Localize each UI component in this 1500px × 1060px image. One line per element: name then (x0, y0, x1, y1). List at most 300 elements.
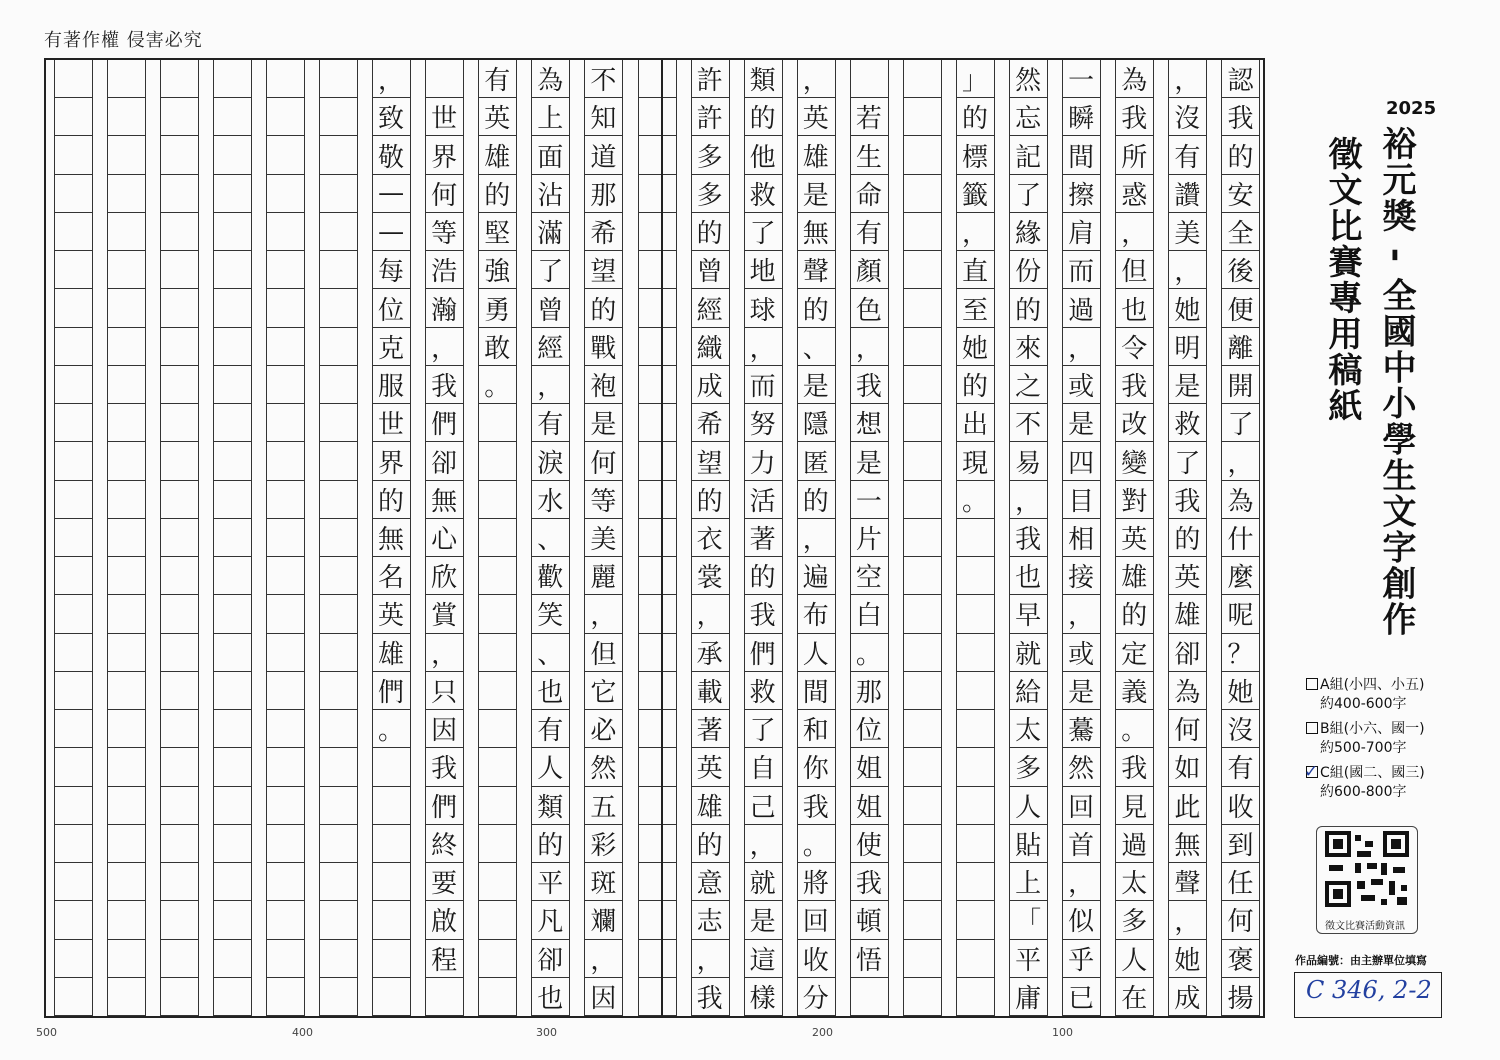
manuscript-cell: 心 (425, 519, 463, 557)
manuscript-cell (266, 634, 304, 672)
grid-line (676, 60, 677, 1016)
manuscript-cell: 忘 (1009, 98, 1047, 136)
manuscript-column (213, 60, 251, 1016)
manuscript-cell: 了 (744, 710, 782, 748)
manuscript-cell: 望 (691, 442, 729, 480)
manuscript-cell: 空 (850, 557, 888, 595)
manuscript-cell (213, 940, 251, 978)
manuscript-cell (372, 940, 410, 978)
manuscript-cell: 安 (1221, 175, 1259, 213)
manuscript-cell (54, 404, 92, 442)
manuscript-cell: 的 (1009, 289, 1047, 327)
ruler-mark: 400 (292, 1026, 313, 1039)
manuscript-cell (54, 863, 92, 901)
manuscript-cell (478, 634, 516, 672)
manuscript-cell: 著 (744, 519, 782, 557)
grid-line (1115, 60, 1116, 1016)
manuscript-cell: 讚 (1168, 175, 1206, 213)
manuscript-cell (319, 442, 357, 480)
manuscript-column (1115, 60, 1153, 1016)
manuscript-cell: 賞 (425, 595, 463, 633)
manuscript-cell: — (372, 175, 410, 213)
manuscript-column (903, 60, 941, 1016)
manuscript-cell: 位 (372, 289, 410, 327)
manuscript-cell: 她 (1168, 940, 1206, 978)
grid-line (1259, 60, 1260, 1016)
manuscript-cell: 雄 (478, 136, 516, 174)
manuscript-cell (160, 60, 198, 98)
manuscript-cell: 水 (531, 481, 569, 519)
manuscript-column (956, 60, 994, 1016)
manuscript-cell (956, 557, 994, 595)
manuscript-cell (638, 748, 676, 786)
manuscript-cell: ， (691, 940, 729, 978)
manuscript-cell (638, 557, 676, 595)
manuscript-cell: 英 (691, 748, 729, 786)
manuscript-cell (638, 289, 676, 327)
manuscript-cell (319, 519, 357, 557)
manuscript-cell (638, 595, 676, 633)
manuscript-cell (956, 672, 994, 710)
contest-title: 裕元獎 - 全國中小學生文字創作 (1376, 126, 1416, 638)
manuscript-cell (54, 595, 92, 633)
manuscript-cell (638, 634, 676, 672)
manuscript-cell: 平 (1009, 940, 1047, 978)
manuscript-cell: 望 (584, 251, 622, 289)
manuscript-cell: 任 (1221, 863, 1259, 901)
manuscript-cell: 我 (1115, 98, 1153, 136)
manuscript-cell: 你 (797, 748, 835, 786)
manuscript-cell: 份 (1009, 251, 1047, 289)
manuscript-cell (107, 901, 145, 939)
manuscript-cell: 」 (956, 60, 994, 98)
manuscript-cell (956, 825, 994, 863)
manuscript-cell (956, 519, 994, 557)
manuscript-cell: 堅 (478, 213, 516, 251)
manuscript-cell: 全 (1221, 213, 1259, 251)
manuscript-cell (478, 787, 516, 825)
manuscript-cell: 經 (691, 289, 729, 327)
manuscript-cell: 是 (1062, 672, 1100, 710)
manuscript-cell: 記 (1009, 136, 1047, 174)
manuscript-cell: 貼 (1009, 825, 1047, 863)
manuscript-cell (213, 289, 251, 327)
grid-line (1206, 60, 1207, 1016)
manuscript-cell: 也 (1009, 557, 1047, 595)
manuscript-cell: 片 (850, 519, 888, 557)
manuscript-cell (956, 940, 994, 978)
grid-line (1062, 60, 1063, 1016)
manuscript-cell: 笑 (531, 595, 569, 633)
manuscript-cell: 對 (1115, 481, 1153, 519)
manuscript-cell: ， (1168, 60, 1206, 98)
manuscript-cell (266, 98, 304, 136)
manuscript-cell: 之 (1009, 366, 1047, 404)
manuscript-column (744, 60, 782, 1016)
manuscript-cell: 強 (478, 251, 516, 289)
manuscript-cell (266, 748, 304, 786)
manuscript-cell: ， (425, 328, 463, 366)
manuscript-cell: 為 (1221, 481, 1259, 519)
manuscript-cell: 意 (691, 863, 729, 901)
manuscript-column (584, 60, 622, 1016)
manuscript-cell: 的 (531, 825, 569, 863)
grid-line (516, 60, 517, 1016)
manuscript-cell: 每 (372, 251, 410, 289)
manuscript-cell: 載 (691, 672, 729, 710)
group-a-option[interactable] (1306, 676, 1425, 714)
manuscript-cell: 類 (531, 787, 569, 825)
manuscript-cell (266, 481, 304, 519)
group-c-name: C組(國二、國三) (1320, 765, 1425, 781)
manuscript-cell (319, 901, 357, 939)
manuscript-cell (903, 634, 941, 672)
grid-line (213, 60, 214, 1016)
manuscript-cell (638, 251, 676, 289)
manuscript-cell: 必 (584, 710, 622, 748)
grid-line (1168, 60, 1169, 1016)
manuscript-cell: 是 (797, 366, 835, 404)
manuscript-cell: 雄 (1115, 557, 1153, 595)
manuscript-cell (903, 595, 941, 633)
manuscript-cell: 如 (1168, 748, 1206, 786)
manuscript-cell (638, 60, 676, 98)
manuscript-cell: 我 (1115, 748, 1153, 786)
manuscript-cell: 界 (372, 442, 410, 480)
manuscript-cell: 的 (1221, 136, 1259, 174)
group-a-name: A組(小四、小五) (1320, 677, 1425, 693)
manuscript-cell (319, 136, 357, 174)
manuscript-cell: 呢 (1221, 595, 1259, 633)
manuscript-cell (266, 825, 304, 863)
manuscript-cell (319, 98, 357, 136)
manuscript-cell: 。 (1115, 710, 1153, 748)
manuscript-cell: 們 (372, 672, 410, 710)
manuscript-cell (956, 901, 994, 939)
manuscript-cell: 我 (850, 863, 888, 901)
manuscript-cell (160, 251, 198, 289)
manuscript-cell: 分 (797, 978, 835, 1016)
manuscript-cell (213, 557, 251, 595)
manuscript-cell: 何 (1168, 710, 1206, 748)
manuscript-cell (956, 710, 994, 748)
manuscript-cell: 來 (1009, 328, 1047, 366)
manuscript-cell: 我 (1009, 519, 1047, 557)
manuscript-cell (956, 595, 994, 633)
manuscript-cell: 沒 (1168, 98, 1206, 136)
manuscript-cell: ， (797, 60, 835, 98)
manuscript-cell (638, 978, 676, 1016)
manuscript-cell: 何 (1221, 901, 1259, 939)
grid-line (372, 60, 373, 1016)
manuscript-cell: 我 (1221, 98, 1259, 136)
manuscript-cell: 我 (744, 595, 782, 633)
manuscript-cell (54, 557, 92, 595)
manuscript-cell: 美 (1168, 213, 1206, 251)
manuscript-cell: 們 (425, 787, 463, 825)
contest-year: 2025 (1386, 98, 1437, 119)
grid-line (994, 60, 995, 1016)
manuscript-cell: 浩 (425, 251, 463, 289)
manuscript-cell (54, 175, 92, 213)
manuscript-cell: 易 (1009, 442, 1047, 480)
manuscript-cell: 上 (1009, 863, 1047, 901)
manuscript-cell: 道 (584, 136, 622, 174)
manuscript-cell (266, 136, 304, 174)
manuscript-cell: 瀚 (425, 289, 463, 327)
manuscript-cell: — (372, 213, 410, 251)
manuscript-cell: 她 (1168, 289, 1206, 327)
manuscript-cell: 早 (1009, 595, 1047, 633)
manuscript-cell: 給 (1009, 672, 1047, 710)
manuscript-cell (160, 748, 198, 786)
grid-line (729, 60, 730, 1016)
manuscript-cell (903, 98, 941, 136)
manuscript-cell: 的 (584, 289, 622, 327)
manuscript-column (425, 60, 463, 1016)
manuscript-cell: 籤 (956, 175, 994, 213)
manuscript-cell: 是 (797, 175, 835, 213)
grid-line (744, 60, 745, 1016)
manuscript-cell: 為 (531, 60, 569, 98)
manuscript-cell (266, 404, 304, 442)
manuscript-cell: 標 (956, 136, 994, 174)
manuscript-cell: 他 (744, 136, 782, 174)
manuscript-cell (478, 595, 516, 633)
manuscript-cell (54, 289, 92, 327)
manuscript-cell (213, 366, 251, 404)
manuscript-cell (213, 519, 251, 557)
manuscript-cell (107, 213, 145, 251)
manuscript-cell: 似 (1062, 901, 1100, 939)
manuscript-cell (160, 519, 198, 557)
manuscript-cell (638, 328, 676, 366)
manuscript-cell: 。 (797, 825, 835, 863)
manuscript-cell (54, 940, 92, 978)
manuscript-column (160, 60, 198, 1016)
manuscript-cell: 將 (797, 863, 835, 901)
manuscript-cell (319, 481, 357, 519)
manuscript-cell: ， (1168, 251, 1206, 289)
manuscript-cell: 斕 (584, 901, 622, 939)
manuscript-cell (425, 978, 463, 1016)
manuscript-cell (638, 519, 676, 557)
manuscript-cell (160, 634, 198, 672)
manuscript-cell (372, 978, 410, 1016)
manuscript-cell (160, 978, 198, 1016)
manuscript-cell (213, 175, 251, 213)
manuscript-cell: 的 (691, 213, 729, 251)
manuscript-cell: 變 (1115, 442, 1153, 480)
group-c-option[interactable] (1306, 764, 1425, 802)
manuscript-cell (903, 481, 941, 519)
manuscript-cell (319, 748, 357, 786)
manuscript-cell: 頓 (850, 901, 888, 939)
manuscript-cell: 若 (850, 98, 888, 136)
manuscript-cell (478, 672, 516, 710)
qr-caption: 徵文比賽活動資訊 (1325, 921, 1405, 932)
manuscript-cell (903, 328, 941, 366)
manuscript-cell: 希 (584, 213, 622, 251)
manuscript-cell: 衣 (691, 519, 729, 557)
manuscript-cell: 瞬 (1062, 98, 1100, 136)
manuscript-cell: 後 (1221, 251, 1259, 289)
manuscript-cell: 面 (531, 136, 569, 174)
manuscript-cell: 的 (691, 825, 729, 863)
manuscript-cell (638, 175, 676, 213)
manuscript-cell: 志 (691, 901, 729, 939)
manuscript-cell (107, 366, 145, 404)
manuscript-cell (266, 213, 304, 251)
manuscript-cell (107, 328, 145, 366)
manuscript-cell: 命 (850, 175, 888, 213)
manuscript-cell: 等 (584, 481, 622, 519)
manuscript-cell: 目 (1062, 481, 1100, 519)
manuscript-cell: 我 (1168, 481, 1206, 519)
manuscript-cell: 生 (850, 136, 888, 174)
manuscript-cell: 然 (1009, 60, 1047, 98)
manuscript-cell: 有 (1168, 136, 1206, 174)
manuscript-cell: 然 (584, 748, 622, 786)
manuscript-cell: 的 (744, 557, 782, 595)
manuscript-cell: 名 (372, 557, 410, 595)
manuscript-cell (638, 710, 676, 748)
manuscript-cell: 直 (956, 251, 994, 289)
manuscript-cell: 乎 (1062, 940, 1100, 978)
manuscript-cell: 至 (956, 289, 994, 327)
manuscript-cell: 匿 (797, 442, 835, 480)
manuscript-cell: 離 (1221, 328, 1259, 366)
manuscript-cell: 服 (372, 366, 410, 404)
manuscript-cell: 開 (1221, 366, 1259, 404)
manuscript-cell (160, 710, 198, 748)
manuscript-cell: 為 (1168, 672, 1206, 710)
grid-line (638, 60, 639, 1016)
manuscript-cell: 人 (531, 748, 569, 786)
grid-line (410, 60, 411, 1016)
manuscript-cell (425, 60, 463, 98)
manuscript-cell: 世 (372, 404, 410, 442)
manuscript-cell: 。 (956, 481, 994, 519)
manuscript-cell (107, 98, 145, 136)
manuscript-cell (903, 787, 941, 825)
manuscript-cell (319, 710, 357, 748)
manuscript-cell: 白 (850, 595, 888, 633)
manuscript-cell: 或 (1062, 634, 1100, 672)
ruler-mark: 100 (1052, 1026, 1073, 1039)
manuscript-cell (903, 251, 941, 289)
manuscript-cell (107, 825, 145, 863)
manuscript-column (1009, 60, 1047, 1016)
manuscript-cell: 那 (850, 672, 888, 710)
manuscript-cell (107, 404, 145, 442)
manuscript-cell: 間 (797, 672, 835, 710)
manuscript-cell (319, 940, 357, 978)
manuscript-cell: 樣 (744, 978, 782, 1016)
manuscript-cell (266, 940, 304, 978)
manuscript-cell (107, 710, 145, 748)
manuscript-cell (160, 98, 198, 136)
manuscript-cell (54, 213, 92, 251)
manuscript-cell: 救 (744, 175, 782, 213)
manuscript-cell: ， (956, 213, 994, 251)
manuscript-cell (213, 748, 251, 786)
manuscript-cell: 也 (531, 672, 569, 710)
manuscript-cell: 們 (744, 634, 782, 672)
manuscript-cell: ， (1115, 213, 1153, 251)
manuscript-cell: 英 (1168, 557, 1206, 595)
manuscript-cell (107, 136, 145, 174)
manuscript-cell (319, 213, 357, 251)
checkbox-b[interactable] (1306, 722, 1318, 734)
manuscript-column (54, 60, 92, 1016)
manuscript-cell (638, 481, 676, 519)
manuscript-cell (903, 366, 941, 404)
manuscript-cell: 是 (744, 901, 782, 939)
manuscript-cell: 四 (1062, 442, 1100, 480)
manuscript-cell (266, 863, 304, 901)
manuscript-cell (54, 634, 92, 672)
manuscript-cell: 成 (691, 366, 729, 404)
manuscript-cell: 、 (531, 519, 569, 557)
manuscript-cell (478, 748, 516, 786)
manuscript-cell: 多 (1115, 901, 1153, 939)
grid-line (797, 60, 798, 1016)
manuscript-cell: 成 (1168, 978, 1206, 1016)
manuscript-cell: 揚 (1221, 978, 1259, 1016)
manuscript-cell: 一 (1062, 60, 1100, 98)
manuscript-cell (903, 404, 941, 442)
manuscript-cell: ， (584, 940, 622, 978)
grid-line (145, 60, 146, 1016)
group-c-range: 約600-800字 (1320, 784, 1407, 800)
grid-line (691, 60, 692, 1016)
manuscript-cell (638, 136, 676, 174)
manuscript-cell (160, 557, 198, 595)
manuscript-cell: 而 (1062, 251, 1100, 289)
manuscript-cell (319, 328, 357, 366)
manuscript-cell (160, 404, 198, 442)
check-mark-icon: ✓ (1304, 762, 1319, 782)
grid-line (1100, 60, 1101, 1016)
grid-line (1009, 60, 1010, 1016)
manuscript-cell (372, 787, 410, 825)
checkbox-a[interactable] (1306, 678, 1318, 690)
manuscript-cell: 麼 (1221, 557, 1259, 595)
manuscript-cell (107, 442, 145, 480)
manuscript-cell (266, 251, 304, 289)
manuscript-cell: 們 (425, 404, 463, 442)
manuscript-cell: 想 (850, 404, 888, 442)
manuscript-cell: 凡 (531, 901, 569, 939)
manuscript-cell: 的 (1168, 519, 1206, 557)
manuscript-cell (213, 442, 251, 480)
grid-line (531, 60, 532, 1016)
manuscript-cell: 相 (1062, 519, 1100, 557)
manuscript-cell: 姐 (850, 748, 888, 786)
manuscript-cell: 一 (850, 481, 888, 519)
group-b-option[interactable] (1306, 720, 1425, 758)
manuscript-cell: 何 (425, 175, 463, 213)
manuscript-cell: 、 (531, 634, 569, 672)
grid-line (956, 60, 957, 1016)
manuscript-cell (903, 213, 941, 251)
manuscript-cell: 我 (425, 748, 463, 786)
manuscript-cell: 收 (1221, 787, 1259, 825)
group-b-range: 約500-700字 (1320, 740, 1407, 756)
manuscript-cell: 她 (1221, 672, 1259, 710)
manuscript-cell: 出 (956, 404, 994, 442)
